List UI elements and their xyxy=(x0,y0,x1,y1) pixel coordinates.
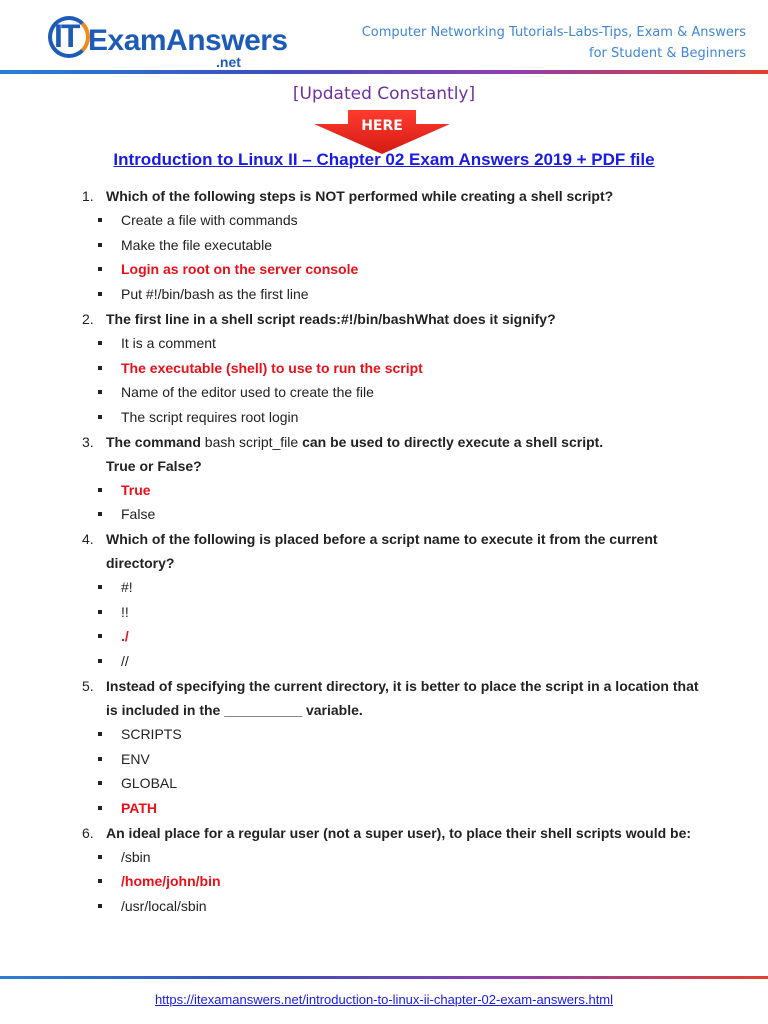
logo-brand-text: ExamAnswers xyxy=(88,24,288,57)
option-item: The script requires root login xyxy=(0,405,768,430)
option-item: GLOBAL xyxy=(0,771,768,796)
question-5 xyxy=(0,674,768,722)
tagline-line-2: for Student & Beginners xyxy=(589,46,746,61)
question-number: 3. xyxy=(82,433,94,450)
question-1 xyxy=(0,184,768,208)
option-item-correct: The executable (shell) to use to run the script xyxy=(0,356,768,381)
question-number: 6. xyxy=(82,824,94,841)
header-divider xyxy=(0,70,768,74)
question-text: Instead of specifying the current directory, it is better to place the script in a location that is included in the __________ variable. xyxy=(106,677,699,718)
option-item-correct: ./ xyxy=(0,624,768,649)
updated-notice: [Updated Constantly] xyxy=(292,84,476,104)
page-title-link[interactable]: Introduction to Linux II – Chapter 02 Exam Answers 2019 + PDF file xyxy=(113,150,655,169)
option-item: // xyxy=(0,649,768,674)
option-item: !! xyxy=(0,600,768,625)
option-item: /sbin xyxy=(0,845,768,870)
option-item: /usr/local/sbin xyxy=(0,894,768,919)
question-number: 2. xyxy=(82,310,94,327)
option-item: Name of the editor used to create the file xyxy=(0,380,768,405)
option-item: Create a file with commands xyxy=(0,208,768,233)
tagline-line-1: Computer Networking Tutorials-Labs-Tips, Exam & Answers xyxy=(361,25,746,40)
page-header xyxy=(0,0,768,72)
option-item: #! xyxy=(0,575,768,600)
option-item: ENV xyxy=(0,747,768,772)
header-tagline xyxy=(362,22,746,64)
logo-it-text: IT xyxy=(54,18,79,54)
question-text: Which of the following steps is NOT performed while creating a shell script? xyxy=(106,188,614,204)
option-item: Make the file executable xyxy=(0,233,768,258)
option-item-correct: Login as root on the server console xyxy=(0,257,768,282)
question-command-text: bash script_file xyxy=(204,433,299,450)
site-logo[interactable] xyxy=(48,14,288,70)
question-3 xyxy=(0,430,768,478)
question-text: An ideal place for a regular user (not a super user), to place their shell scripts would be: xyxy=(106,824,692,841)
option-item: Put #!/bin/bash as the first line xyxy=(0,282,768,307)
question-text-part-c: True or False? xyxy=(106,457,202,474)
logo-net-text: .net xyxy=(216,54,241,70)
option-item-correct: /home/john/bin xyxy=(0,869,768,894)
question-text: The first line in a shell script reads:#!/bin/bashWhat does it signify? xyxy=(106,310,556,327)
option-item-correct: PATH xyxy=(0,796,768,821)
here-arrow-icon[interactable] xyxy=(314,110,450,154)
question-4 xyxy=(0,527,768,575)
question-number: 5. xyxy=(82,677,94,694)
here-label: HERE xyxy=(361,118,403,134)
question-number: 4. xyxy=(82,531,94,548)
option-item: False xyxy=(0,502,768,527)
question-6 xyxy=(0,821,768,845)
question-2 xyxy=(0,307,768,331)
question-text: Which of the following is placed before a script name to execute it from the current directory? xyxy=(106,531,658,572)
question-text-part-a: The command xyxy=(106,433,201,450)
question-number: 1. xyxy=(82,188,94,204)
footer-divider xyxy=(0,976,768,979)
option-item: SCRIPTS xyxy=(0,722,768,747)
option-item-correct: True xyxy=(0,478,768,503)
questions-list xyxy=(0,184,768,919)
question-text-part-b: can be used to directly execute a shell script. xyxy=(302,433,604,450)
option-item: It is a comment xyxy=(0,331,768,356)
footer-url-link[interactable]: https://itexamanswers.net/introduction-to-linux-ii-chapter-02-exam-answers.html xyxy=(154,992,614,1007)
